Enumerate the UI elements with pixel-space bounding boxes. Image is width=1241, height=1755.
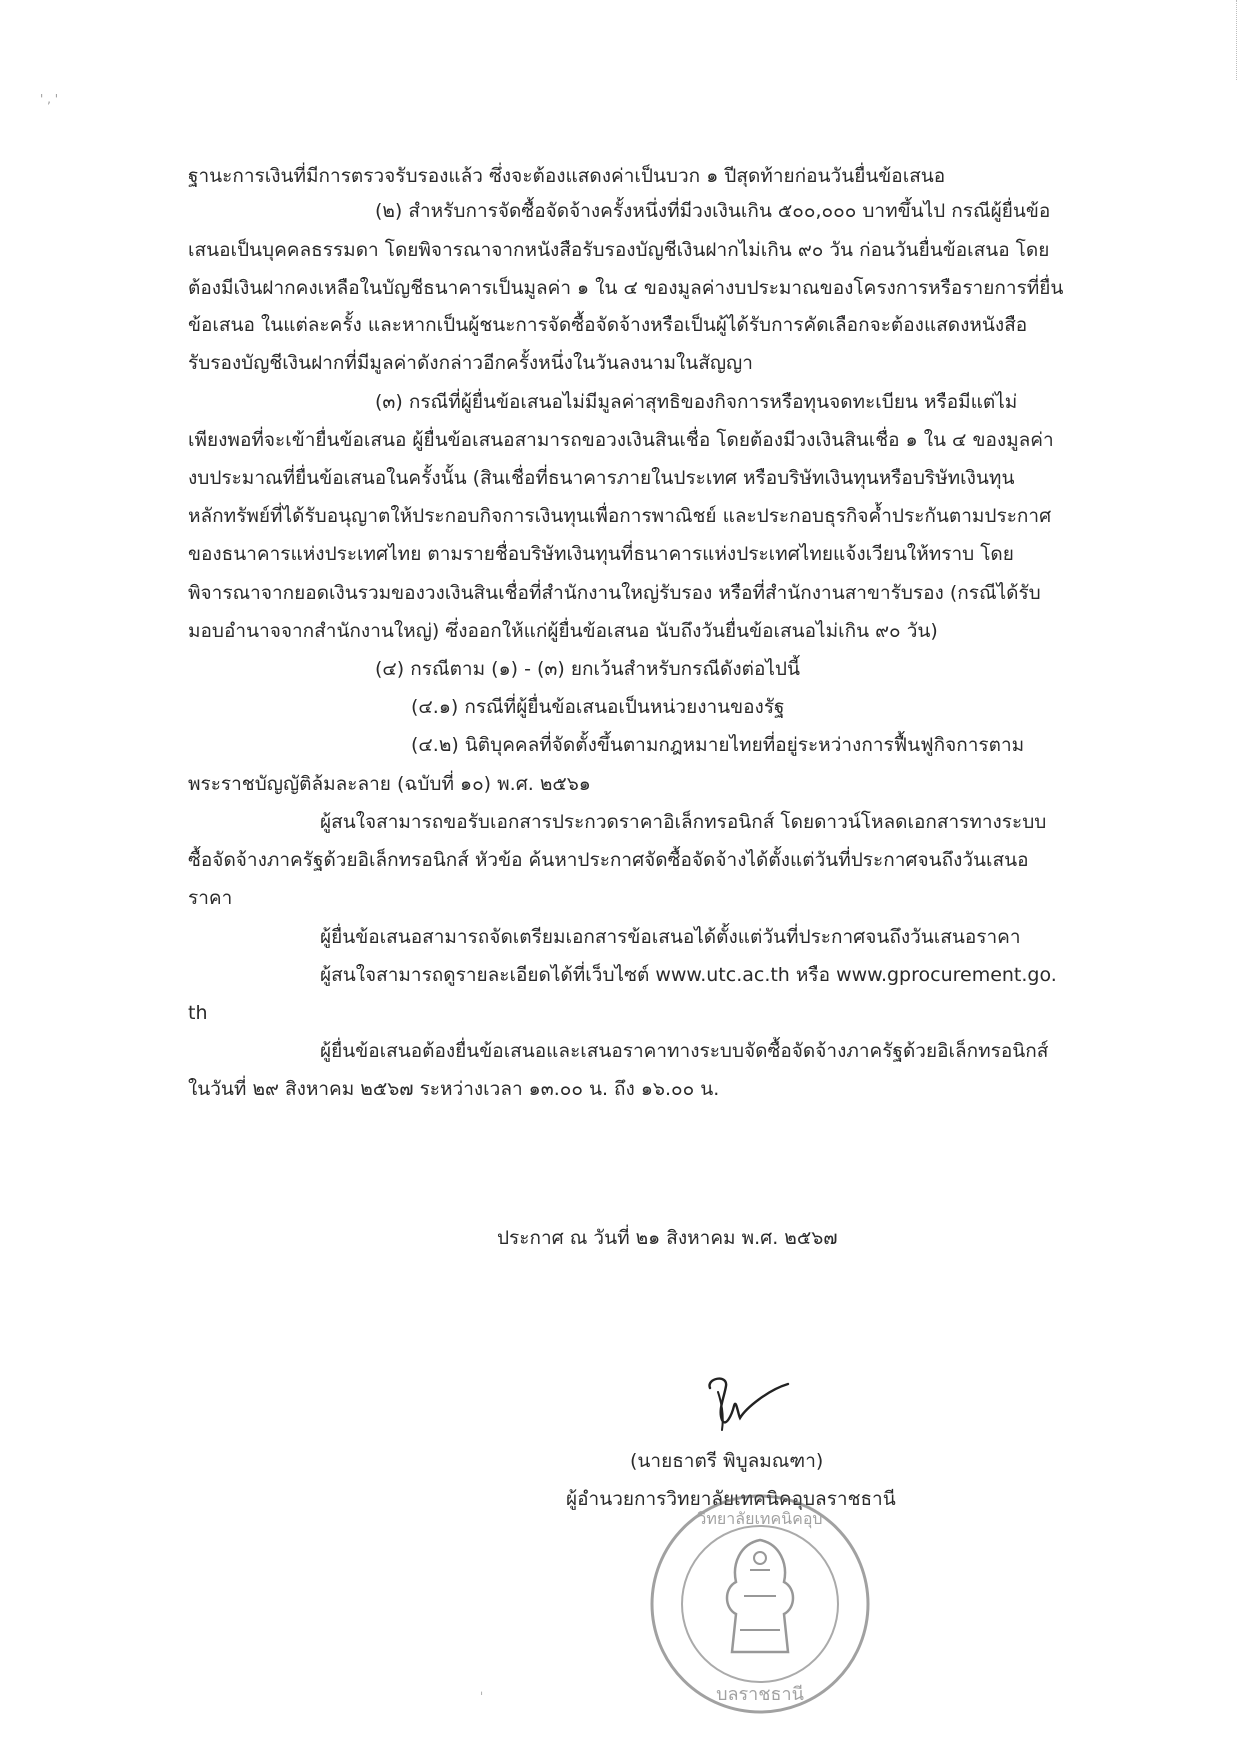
paragraph-line: ผู้สนใจสามารถขอรับเอกสารประกวดราคาอิเล็กทรอนิกส์ โดยดาวน์โหลดเอกสารทางระบบ [320, 811, 1047, 833]
paragraph-line: เสนอเป็นบุคคลธรรมดา โดยพิจารณาจากหนังสือรับรองบัญชีเงินฝากไม่เกิน ๙๐ วัน ก่อนวันยื่นข้อเสนอ โดย [188, 239, 1050, 261]
signer-name: (นายธาตรี พิบูลมณฑา) [630, 1450, 824, 1472]
paragraph-line: ผู้ยื่นข้อเสนอสามารถจัดเตรียมเอกสารข้อเสนอได้ตั้งแต่วันที่ประกาศจนถึงวันเสนอราคา [320, 926, 1021, 948]
paragraph-line: (๓) กรณีที่ผู้ยื่นข้อเสนอไม่มีมูลค่าสุทธิของกิจการหรือทุนจดทะเบียน หรือมีแต่ไม่ [375, 391, 1018, 413]
signer-title: ผู้อำนวยการวิทยาลัยเทคนิคอุบลราชธานี [566, 1488, 896, 1510]
paragraph-line: พิจารณาจากยอดเงินรวมของวงเงินสินเชื่อที่สำนักงานใหญ่รับรอง หรือที่สำนักงานสาขารับรอง (กรณีได้รับ [188, 582, 1041, 604]
signature-image [688, 1368, 808, 1448]
paragraph-line: (๔.๑) กรณีที่ผู้ยื่นข้อเสนอเป็นหน่วยงานของรัฐ [411, 696, 785, 718]
announcement-date: ประกาศ ณ วันที่ ๒๑ สิงหาคม พ.ศ. ๒๕๖๗ [497, 1227, 838, 1249]
paragraph-line: หลักทรัพย์ที่ได้รับอนุญาตให้ประกอบกิจการเงินทุนเพื่อการพาณิชย์ และประกอบธุรกิจค้ำประกันตามประกาศ [188, 505, 1052, 527]
paragraph-line: ราคา [188, 887, 233, 909]
paragraph-line: ข้อเสนอ ในแต่ละครั้ง และหากเป็นผู้ชนะการจัดซื้อจัดจ้างหรือเป็นผู้ได้รับการคัดเลือกจะต้องแสดงหนังสือ [188, 314, 1028, 336]
scan-artifact-dot: ˈ [480, 1690, 484, 1704]
official-seal-stamp [640, 1484, 880, 1724]
paragraph-line: ฐานะการเงินที่มีการตรวจรับรองแล้ว ซึ่งจะต้องแสดงค่าเป็นบวก ๑ ปีสุดท้ายก่อนวันยื่นข้อเสนอ [188, 165, 946, 187]
scan-artifact-mark: ' , ' [40, 92, 59, 106]
seal-text-top: วิทยาลัยเทคนิคอุบ [697, 1509, 823, 1528]
paragraph-line: ในวันที่ ๒๙ สิงหาคม ๒๕๖๗ ระหว่างเวลา ๑๓.๐๐ น. ถึง ๑๖.๐๐ น. [188, 1078, 720, 1100]
paragraph-line: รับรองบัญชีเงินฝากที่มีมูลค่าดังกล่าวอีกครั้งหนึ่งในวันลงนามในสัญญา [188, 352, 753, 374]
paragraph-line: เพียงพอที่จะเข้ายื่นข้อเสนอ ผู้ยื่นข้อเสนอสามารถขอวงเงินสินเชื่อ โดยต้องมีวงเงินสินเชื่อ ๑ ใน ๔ ของมูลค่า [188, 429, 1054, 451]
paragraph-line: ต้องมีเงินฝากคงเหลือในบัญชีธนาคารเป็นมูลค่า ๑ ใน ๔ ของมูลค่างบประมาณของโครงการหรือรายการที่ยื่น [188, 277, 1064, 299]
paragraph-line: ผู้สนใจสามารถดูรายละเอียดได้ที่เว็บไซต์ www.utc.ac.th หรือ www.gprocurement.go. [320, 964, 1057, 986]
paragraph-line: (๒) สำหรับการจัดซื้อจัดจ้างครั้งหนึ่งที่มีวงเงินเกิน ๕๐๐,๐๐๐ บาทขึ้นไป กรณีผู้ยื่นข้อ [375, 200, 1051, 222]
paragraph-line: ของธนาคารแห่งประเทศไทย ตามรายชื่อบริษัทเงินทุนที่ธนาคารแห่งประเทศไทยแจ้งเวียนให้ทราบ โดย [188, 543, 1014, 565]
paragraph-line: มอบอำนาจจากสำนักงานใหญ่) ซึ่งออกให้แก่ผู้ยื่นข้อเสนอ นับถึงวันยื่นข้อเสนอไม่เกิน ๙๐ วัน) [188, 620, 938, 642]
paragraph-line: (๔.๒) นิติบุคคลที่จัดตั้งขึ้นตามกฎหมายไทยที่อยู่ระหว่างการฟื้นฟูกิจการตาม [411, 734, 1025, 756]
paragraph-line: งบประมาณที่ยื่นข้อเสนอในครั้งนั้น (สินเชื่อที่ธนาคารภายในประเทศ หรือบริษัทเงินทุนหรือบริษัทเงินทุน [188, 467, 1015, 489]
seal-text-bottom: บลราชธานี [716, 1684, 804, 1705]
paragraph-line: พระราชบัญญัติล้มละลาย (ฉบับที่ ๑๐) พ.ศ. ๒๕๖๑ [188, 773, 591, 795]
paragraph-line: (๔) กรณีตาม (๑) - (๓) ยกเว้นสำหรับกรณีดังต่อไปนี้ [375, 658, 800, 680]
scan-edge-mark [1236, 0, 1241, 80]
paragraph-line: th [188, 1002, 208, 1024]
paragraph-line: ซื้อจัดจ้างภาครัฐด้วยอิเล็กทรอนิกส์ หัวข้อ ค้นหาประกาศจัดซื้อจัดจ้างได้ตั้งแต่วันที่ประกาศจนถึงวันเสนอ [188, 849, 1029, 871]
paragraph-line: ผู้ยื่นข้อเสนอต้องยื่นข้อเสนอและเสนอราคาทางระบบจัดซื้อจัดจ้างภาครัฐด้วยอิเล็กทรอนิกส์ [320, 1040, 1049, 1062]
